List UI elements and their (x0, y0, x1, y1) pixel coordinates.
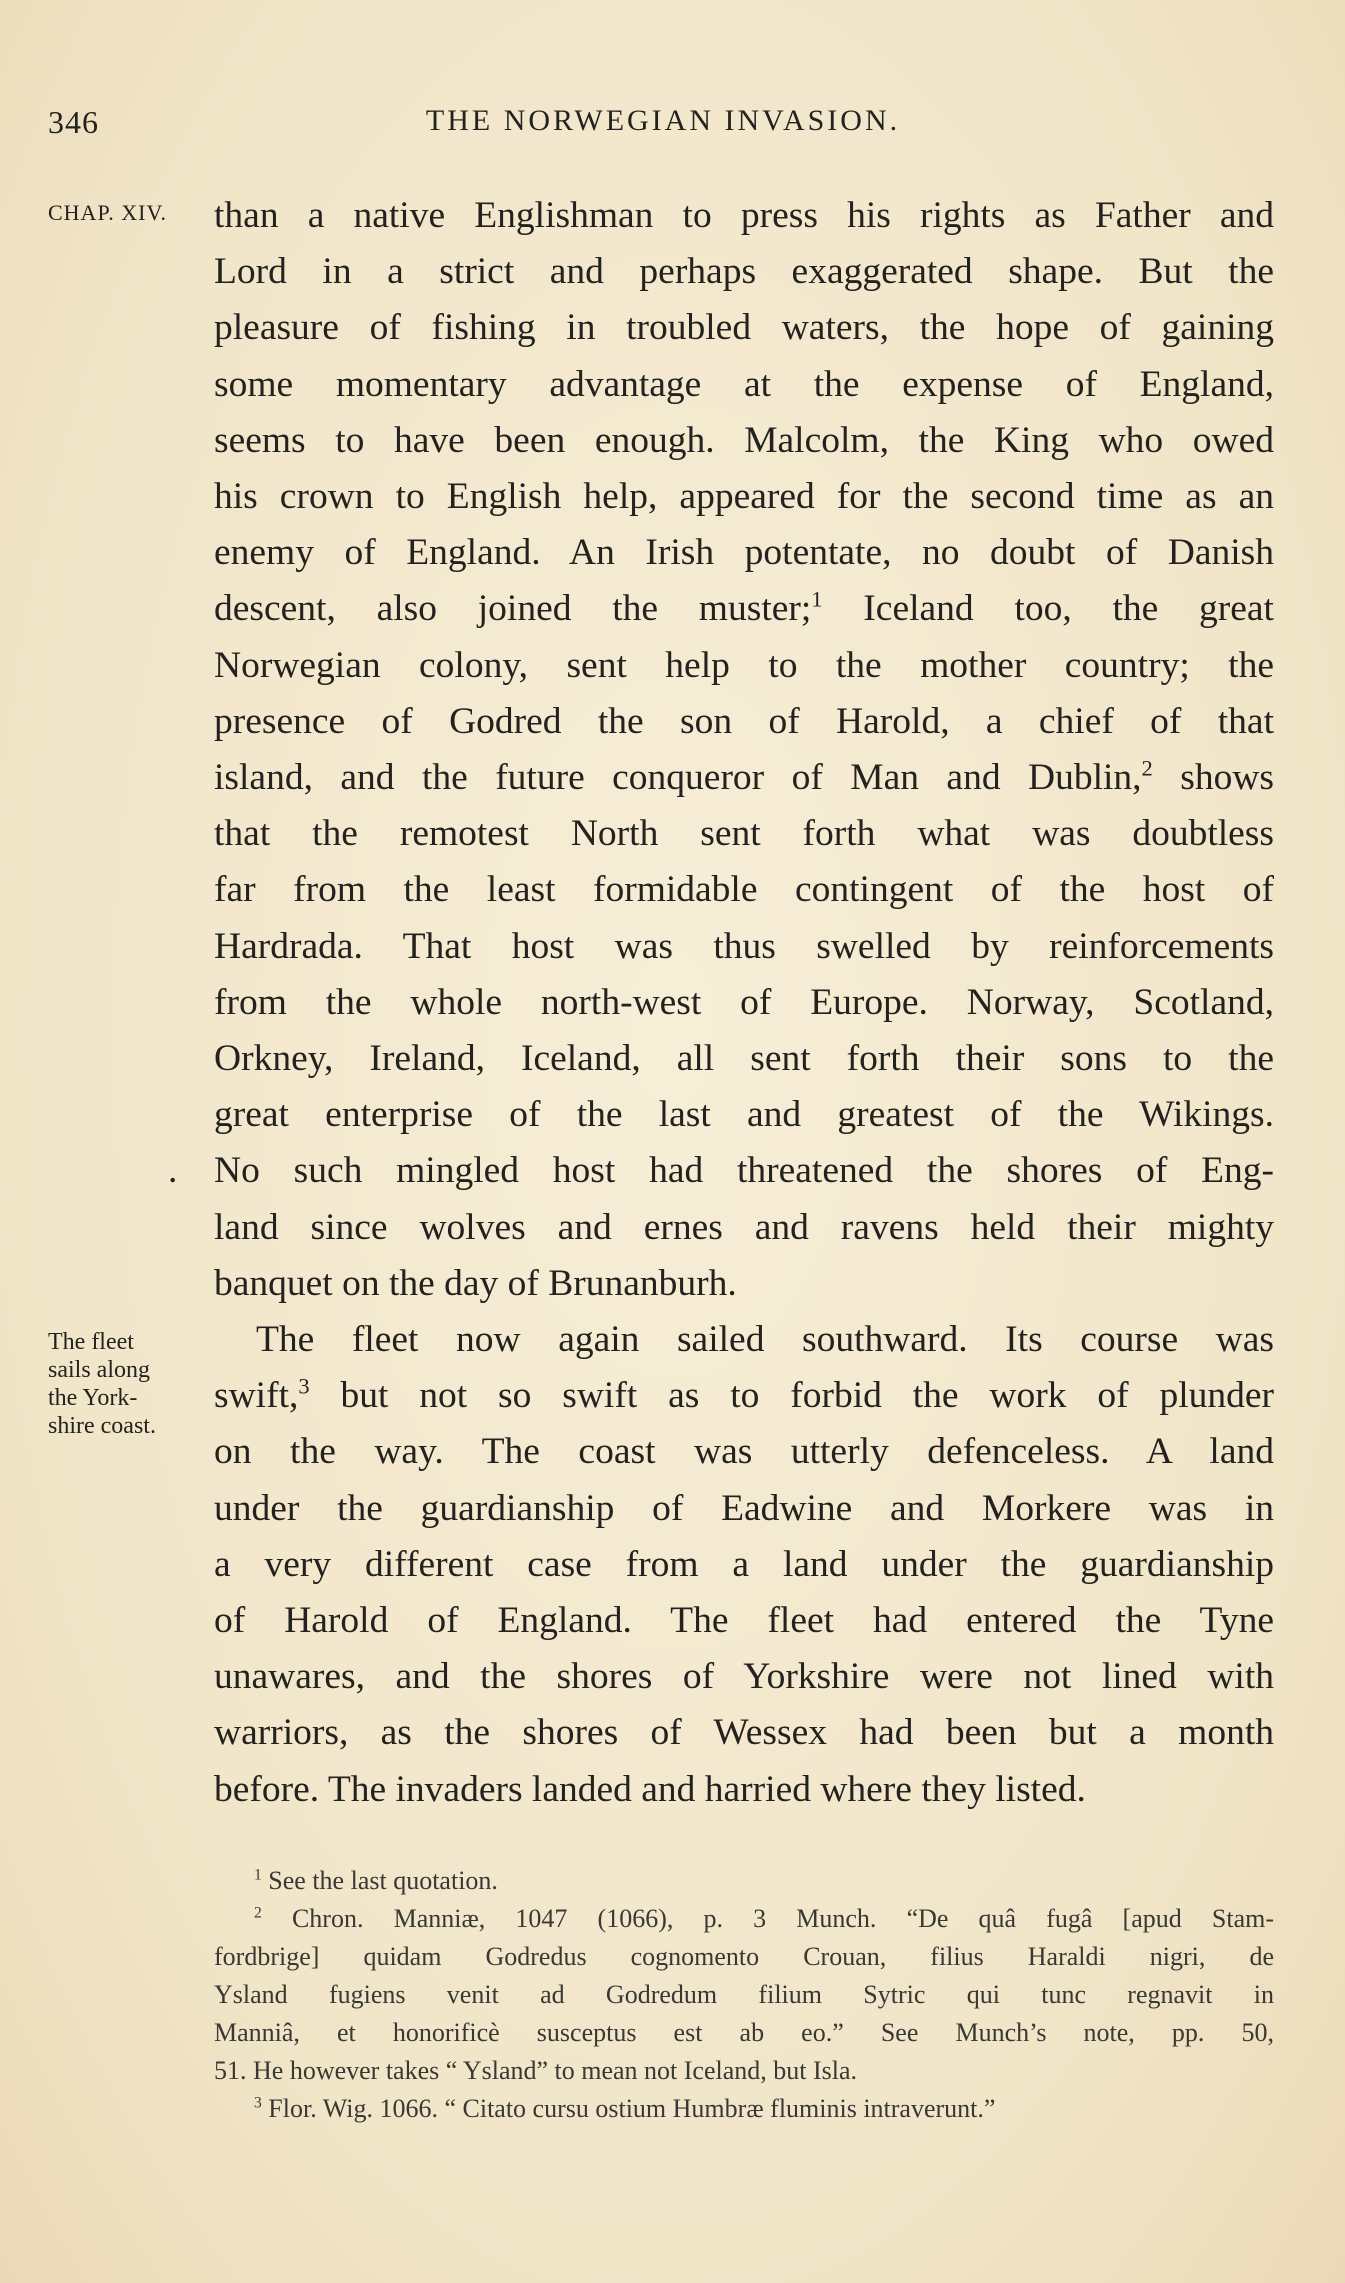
text-line: pleasure of fishing in troubled waters, the hope of gaining (214, 307, 1274, 349)
text-line: a very different case from a land under the guardianship (214, 1543, 1274, 1585)
footnote-text: Chron. Manniæ, 1047 (1066), p. 3 Munch. “De quâ fugâ [apud Stam- (291, 1904, 1274, 1933)
text-line-with-note (214, 1368, 1274, 1424)
text-segment: swift, (214, 1375, 299, 1417)
text-line: far from the least formidable contingent of the host of (214, 869, 1274, 911)
text-line: of Harold of England. The fleet had entered the Tyne (214, 1600, 1274, 1642)
text-segment: Iceland too, the great (822, 588, 1274, 630)
footnote-mark: 1 (254, 1866, 262, 1884)
footnote-mark: 2 (254, 1904, 262, 1922)
footnote-mark: 3 (254, 2094, 262, 2112)
text-line-with-note (214, 750, 1274, 806)
footnote-text: See the last quotation. (268, 1866, 498, 1895)
text-segment: No such mingled host had threatened the shores of Eng- (214, 1150, 1274, 1192)
chapter-marginal-note: CHAP. XIV. (48, 200, 168, 225)
side-note (48, 1328, 208, 1440)
footnote-ref[interactable]: 1 (811, 586, 823, 612)
text-line: banquet on the day of Brunanburh. (214, 1262, 737, 1304)
text-line: The fleet now again sailed southward. Its course was (256, 1319, 1274, 1361)
text-line: some momentary advantage at the expense of England, (214, 363, 1274, 405)
text-line: that the remotest North sent forth what was doubtless (214, 813, 1274, 855)
footnote-1 (214, 1862, 1274, 1900)
footnote-line: 51. He however takes “ Ysland” to mean not Iceland, but Isla. (214, 2056, 858, 2085)
text-line (168, 1143, 1274, 1199)
text-line: before. The invaders landed and harried where they listed. (214, 1768, 1086, 1810)
footnote-3 (214, 2090, 1274, 2128)
text-line: Orkney, Ireland, Iceland, all sent forth their sons to the (214, 1038, 1274, 1080)
text-line: Norwegian colony, sent help to the mother country; the (214, 644, 1274, 686)
footnote-text: Flor. Wig. 1066. “ Citato cursu ostium Humbræ fluminis intraverunt.” (268, 2094, 996, 2123)
side-note-line: sails along (48, 1357, 150, 1383)
footnote-line: Manniâ, et honorificè susceptus est ab eo.” See Munch’s note, pp. 50, (214, 2018, 1274, 2047)
footnote-line: Ysland fugiens venit ad Godredum filium Sytric qui tunc regnavit in (214, 1980, 1274, 2009)
text-segment: shows (1152, 757, 1274, 799)
footnotes (214, 1862, 1274, 2128)
text-line: warriors, as the shores of Wessex had been but a month (214, 1712, 1274, 1754)
text-segment: descent, also joined the muster; (214, 588, 812, 630)
footnote-line: fordbrige] quidam Godredus cognomento Crouan, filius Haraldi nigri, de (214, 1942, 1274, 1971)
text-line: from the whole north-west of Europe. Norway, Scotland, (214, 981, 1274, 1023)
body-text (168, 188, 1274, 1818)
side-note-line: the York- (48, 1385, 138, 1411)
text-line: on the way. The coast was utterly defenceless. A land (214, 1431, 1274, 1473)
text-line: seems to have been enough. Malcolm, the King who owed (214, 419, 1274, 461)
text-line: unawares, and the shores of Yorkshire were not lined with (214, 1656, 1274, 1698)
text-line: Lord in a strict and perhaps exaggerated shape. But the (214, 251, 1274, 293)
text-segment: but not so swift as to forbid the work of plunder (309, 1375, 1274, 1417)
text-line: under the guardianship of Eadwine and Morkere was in (214, 1487, 1274, 1529)
stray-dot: . (168, 1150, 178, 1192)
text-line: land since wolves and ernes and ravens held their mighty (214, 1206, 1274, 1248)
text-line: than a native Englishman to press his rights as Father and (214, 195, 1274, 236)
text-line: his crown to English help, appeared for the second time as an (214, 476, 1274, 518)
text-line: enemy of England. An Irish potentate, no doubt of Danish (214, 532, 1274, 574)
running-title: THE NORWEGIAN INVASION. (425, 104, 901, 137)
page-number: 346 (48, 104, 99, 140)
page-header (48, 104, 1278, 148)
text-segment: island, and the future conqueror of Man and Dublin, (214, 757, 1142, 799)
side-note-line: The fleet (48, 1329, 134, 1355)
footnote-ref[interactable]: 3 (298, 1373, 310, 1399)
text-line-with-note (214, 581, 1274, 637)
side-note-line: shire coast. (48, 1413, 156, 1439)
text-line: great enterprise of the last and greatest of the Wikings. (214, 1094, 1274, 1136)
footnote-2 (214, 1900, 1274, 1938)
text-line: presence of Godred the son of Harold, a chief of that (214, 700, 1274, 742)
text-line: Hardrada. That host was thus swelled by reinforcements (214, 925, 1274, 967)
footnote-ref[interactable]: 2 (1141, 755, 1153, 781)
